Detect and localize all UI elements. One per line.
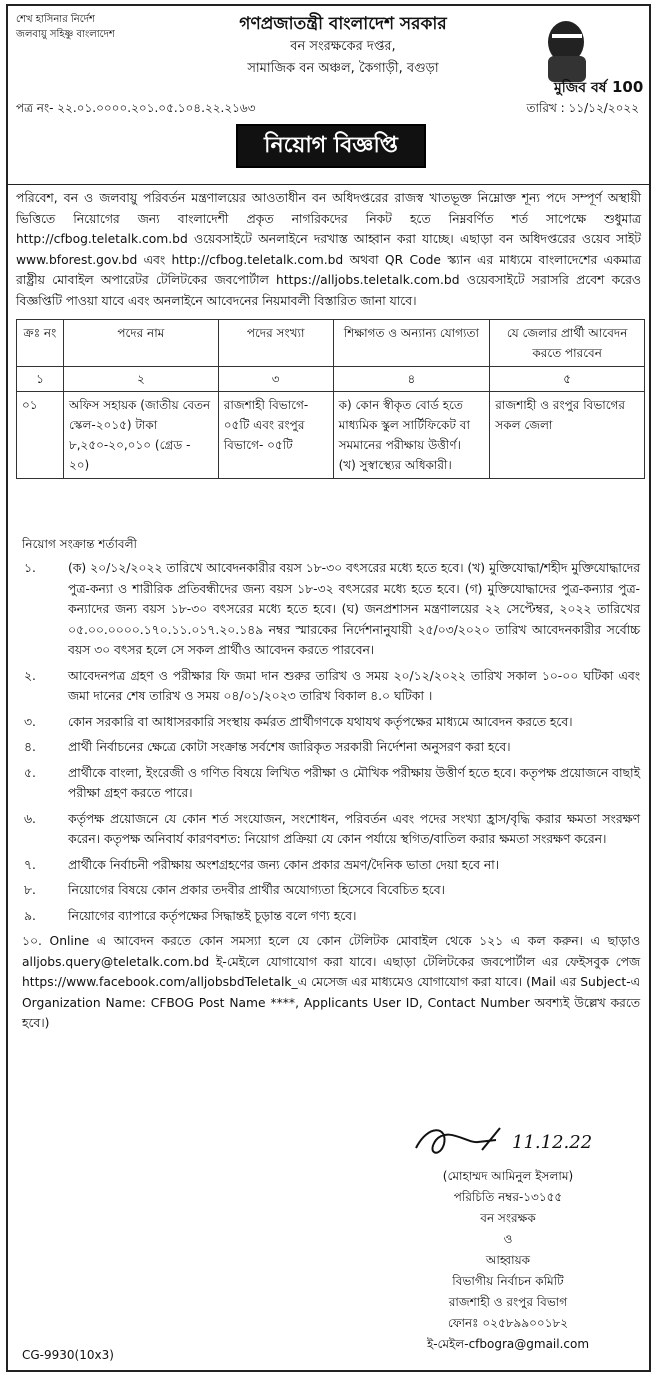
signature-date: 11.12.22 bbox=[512, 1132, 593, 1153]
col-number: ৪ bbox=[333, 367, 490, 392]
intro-paragraph: পরিবেশ, বন ও জলবায়ু পরিবর্তন মন্ত্রণালয়ের আওতাধীন বন অধিদপ্তরের রাজস্ব খাতভূক্ত নিম্নোক্ত শূন্য পদে সম্পূর্ণ অস্থায়ী ভিত্তিতে নিয়োগের জন্য বাংলাদেশী প্রকৃত নাগরিকদের নিকট হতে নিম্নবর্ণিত শর্ত সাপেক্ষে শুধুমাত্র http://cfbog.teletalk.com.bd ওয়েবসাইটে অনলাইনে দরখাস্ত আহ্বান করা যাচ্ছে। এছাড়া বন অধিদপ্তরের ওয়েব সাইট www.bforest.gov.bd এবং http://cfbog.teletalk.com.bd অথবা QR Code স্ক্যান এর মাধ্যমে বাংলাদেশের একমাত্র রাষ্ট্রীয় মোবাইল অপারেটর টেলিটকের জবপোর্টাল https://alljobs.teletalk.com.bd ওয়েবসাইটে সরাসরি প্রবেশ করেও বিজ্ঞপ্তিটি পাওয়া যাবে এবং অনলাইনে আবেদনের নিয়মাবলী বিস্তারিত জানা যাবে। bbox=[16, 191, 641, 308]
col-post-header: পদের নাম bbox=[63, 320, 218, 367]
col-number: ২ bbox=[63, 367, 218, 392]
divider bbox=[8, 184, 649, 185]
condition-online-help: ১০. Online এ আবেদন করতে কোন সমস্যা হলে যে কোন টেলিটক মোবাইল থেকে ১২১ এ কল করুন। এ ছাড়াও alljobs.query@teletalk.com.bd ই-মেইলে যোগাযোগ করা যাবে। এছাড়া টেলিটকের জবপোর্টাল এর ফেইসবুক পেজ https://www.facebook.com/alljobsbdTeletalk_এ মেসেজ এর মাধ্যমেও যোগাযোগ করা যাবে। (Mail এর Subject-এ Organization Name: CFBOG Post Name ****, Applicants User ID, Contact Number অবশ্যই উল্লেখ করতে হবে।) bbox=[22, 934, 640, 1030]
signatory-designation: বন সংরক্ষক bbox=[480, 1211, 536, 1225]
column-number-row bbox=[17, 367, 645, 392]
condition-text: প্রার্থী নির্বাচনের ক্ষেত্রে কোটা সংক্রান্ত সর্বশেষ জারিকৃত সরকারী নির্দেশনা অনুসরণ করা হবে। bbox=[68, 740, 511, 754]
condition-item bbox=[22, 666, 640, 707]
condition-item bbox=[22, 558, 640, 661]
condition-item bbox=[22, 737, 640, 758]
notice-page bbox=[6, 4, 651, 1372]
col-number: ৫ bbox=[490, 367, 645, 392]
col-serial-header: ক্রঃ নং bbox=[17, 320, 64, 367]
condition-item bbox=[22, 763, 640, 804]
education-a: ক) কোন স্বীকৃত বোর্ড হতে মাধ্যমিক স্কুল সার্টিফিকেট বা সমমানের পরীক্ষায় উত্তীর্ণ। bbox=[338, 398, 470, 452]
government-name: গণপ্রজাতন্ত্রী বাংলাদেশ সরকার bbox=[239, 14, 447, 34]
signatory-phone: ফোনঃ ০২৫৮৯৯০০১৮২ bbox=[447, 1316, 569, 1330]
condition-text: প্রার্থীকে বাংলা, ইংরেজী ও গণিত বিষয়ে লিখিত পরীক্ষা ও মৌখিক পরীক্ষায় উত্তীর্ণ হতে হবে। কতৃপক্ষ প্রয়োজনে বাছাই পরীক্ষা গ্রহণ করতে পারে। bbox=[68, 765, 640, 800]
signatory-committee: বিভাগীয় নির্বাচন কমিটি bbox=[452, 1274, 564, 1288]
col-number: ৩ bbox=[218, 367, 333, 392]
signatory-email: ই-মেইল-cfbogra@gmail.com bbox=[426, 1337, 590, 1351]
vacancy-table bbox=[16, 319, 645, 479]
signatory-block bbox=[388, 1166, 628, 1355]
row-post: অফিস সহায়ক (জাতীয় বেতন স্কেল-২০১৫) টাকা ৮,২৫০-২০,০১০ (গ্রেড - ২০) bbox=[63, 392, 218, 479]
signatory-name: (মোহাম্মদ আমিনুল ইসলাম) bbox=[442, 1169, 574, 1183]
condition-number: ৭. bbox=[24, 857, 36, 872]
signatory-id: পরিচিতি নম্বর-১৩১৫৫ bbox=[453, 1190, 563, 1204]
mujib-borsho-logo-icon bbox=[518, 16, 644, 96]
office-name: বন সংরক্ষকের দপ্তর, bbox=[290, 39, 396, 54]
signatory-and: ও bbox=[503, 1232, 513, 1246]
slogan-block bbox=[16, 12, 115, 42]
condition-number: ৩. bbox=[24, 714, 36, 729]
condition-text: (ক) ২০/১২/২০২২ তারিখে আবেদনকারীর বয়স ১৮-৩০ বৎসরের মধ্যে হতে হবে। (খ) মুক্তিযোদ্ধা/শহীদ মুক্তিযোদ্ধাদের পুত্র-কন্যা ও শারীরিক প্রতিবন্ধীদের জন্য বয়স ১৮-৩২ বৎসরের মধ্যে হতে হবে। (গ) মুক্তিযোদ্ধাদের পুত্র-কন্যার পুত্র-কন্যাদের জন্য বয়স ১৮-৩০ বৎসরের মধ্যে হতে হবে। (ঘ) জনপ্রশাসন মন্ত্রণালয়ের ২২ সেপ্টেম্বর, ২০২২ তারিখের ০৫.০০.০০০০.১৭০.১১.০১৭.২০.১৪৯ নম্বর স্মারকের নির্দেশনানুযায়ী ২৫/০৩/২০২০ তারিখ আবেদনকারীর সর্বোচ্চ বয়স ৩০ বৎসর হলে সে সকল প্রার্থীও আবেদন করতে পারবেন। bbox=[68, 561, 640, 657]
notice-title: নিয়োগ বিজ্ঞপ্তি bbox=[236, 124, 426, 168]
col-count-header: পদের সংখ্যা bbox=[218, 320, 333, 367]
condition-item bbox=[22, 880, 640, 901]
condition-number: ৮. bbox=[24, 883, 36, 897]
condition-text: আবেদনপত্র গ্রহণ ও পরীক্ষার ফি জমা দান শুরুর তারিখ ও সময় ২০/১২/২০২২ তারিখ সকাল ১০-০০ ঘটিকা এবং জমা দানের শেষ তারিখ ও সময় ০৪/০১/২০২৩ তারিখ বিকাল ৪.০ ঘটিকা । bbox=[68, 668, 640, 703]
condition-number: ১. bbox=[24, 561, 36, 575]
conditions-title: নিয়োগ সংক্রান্ত শর্তাবলী bbox=[22, 537, 137, 551]
signatory-division: রাজশাহী ও রংপুর বিভাগ bbox=[448, 1295, 568, 1309]
signatory-role: আহ্বায়ক bbox=[485, 1253, 531, 1267]
slogan-line-2: জলবায়ু সহিষ্ণু বাংলাদেশ bbox=[16, 29, 115, 40]
condition-text: কোন সরকারি বা আধাসরকারি সংস্থায় কর্মরত প্রার্থীগণকে যথাযথ কর্তৃপক্ষের মাধ্যমে আবেদন করতে হবে। bbox=[68, 714, 573, 729]
row-serial: ০১ bbox=[17, 392, 64, 479]
office-address: সামাজিক বন অঞ্চল, কৈগাড়ী, বগুড়া bbox=[247, 61, 439, 76]
condition-item bbox=[22, 809, 640, 850]
memo-number: পত্র নং- ২২.০১.০০০০.২০১.০৫.১০৪.২২.২১৬৩ bbox=[16, 101, 256, 115]
condition-item bbox=[22, 855, 640, 876]
logo-number: 100 bbox=[612, 78, 644, 96]
row-districts: রাজশাহী ও রংপুর বিভাগের সকল জেলা bbox=[490, 392, 645, 479]
condition-number: ৬. bbox=[24, 811, 36, 826]
row-count: রাজশাহী বিভাগে- ০৫টি এবং রংপুর বিভাগে- ০৫টি bbox=[218, 392, 333, 479]
slogan-line-1: শেখ হাসিনার নির্দেশ bbox=[16, 14, 95, 25]
row-education bbox=[333, 392, 490, 479]
condition-text: নিয়োগের বিষয়ে কোন প্রকার তদবীর প্রার্থীর অযোগ্যতা হিসেবে বিবেচিত হবে। bbox=[68, 883, 445, 897]
conditions-list bbox=[22, 558, 640, 1034]
condition-number: ৪. bbox=[24, 740, 36, 754]
col-districts-header: যে জেলার প্রার্থী আবেদন করতে পারবেন bbox=[490, 320, 645, 367]
condition-number: ২. bbox=[24, 668, 36, 683]
condition-number: ৯. bbox=[24, 908, 36, 923]
letterhead bbox=[188, 12, 498, 80]
col-number: ১ bbox=[17, 367, 64, 392]
col-education-header: শিক্ষাগত ও অন্যান্য যোগ্যতা bbox=[333, 320, 490, 367]
table-row bbox=[17, 392, 645, 479]
condition-text: নিয়োগের ব্যাপারে কর্তৃপক্ষের সিদ্ধান্তই চূড়ান্ত বলে গণ্য হবে। bbox=[68, 908, 357, 923]
logo-text: মুজিব বর্ষ bbox=[554, 80, 607, 96]
condition-text: কর্তৃপক্ষ প্রয়োজনে যে কোন শর্ত সংযোজন, সংশোধন, পরিবর্তন এবং পদের সংখ্যা হ্রাস/বৃদ্ধি করার ক্ষমতা সংরক্ষণ করেন। কতৃপক্ষ অনিবার্য কারণবশত: নিয়োগ প্রক্রিয়া যে কোন পর্যায়ে স্থগিত/বাতিল করার ক্ষমতা সংরক্ষণ করেন। bbox=[68, 811, 640, 846]
condition-item bbox=[22, 906, 640, 927]
condition-number: ৫. bbox=[24, 765, 36, 780]
condition-text: প্রার্থীকে নির্বাচনী পরীক্ষায় অংশগ্রহণের জন্য কোন প্রকার ভ্রমণ/দৈনিক ভাতা দেয়া হবে না। bbox=[68, 857, 500, 872]
table-header-row bbox=[17, 320, 645, 367]
signature-icon bbox=[408, 1114, 638, 1164]
footer-code: CG-9930(10x3) bbox=[22, 1348, 114, 1362]
education-b: (খ) সুস্বাস্থ্যের অধিকারী। bbox=[338, 458, 452, 472]
condition-item bbox=[22, 712, 640, 733]
issue-date: তারিখ : ১১/১২/২০২২ bbox=[526, 101, 639, 115]
